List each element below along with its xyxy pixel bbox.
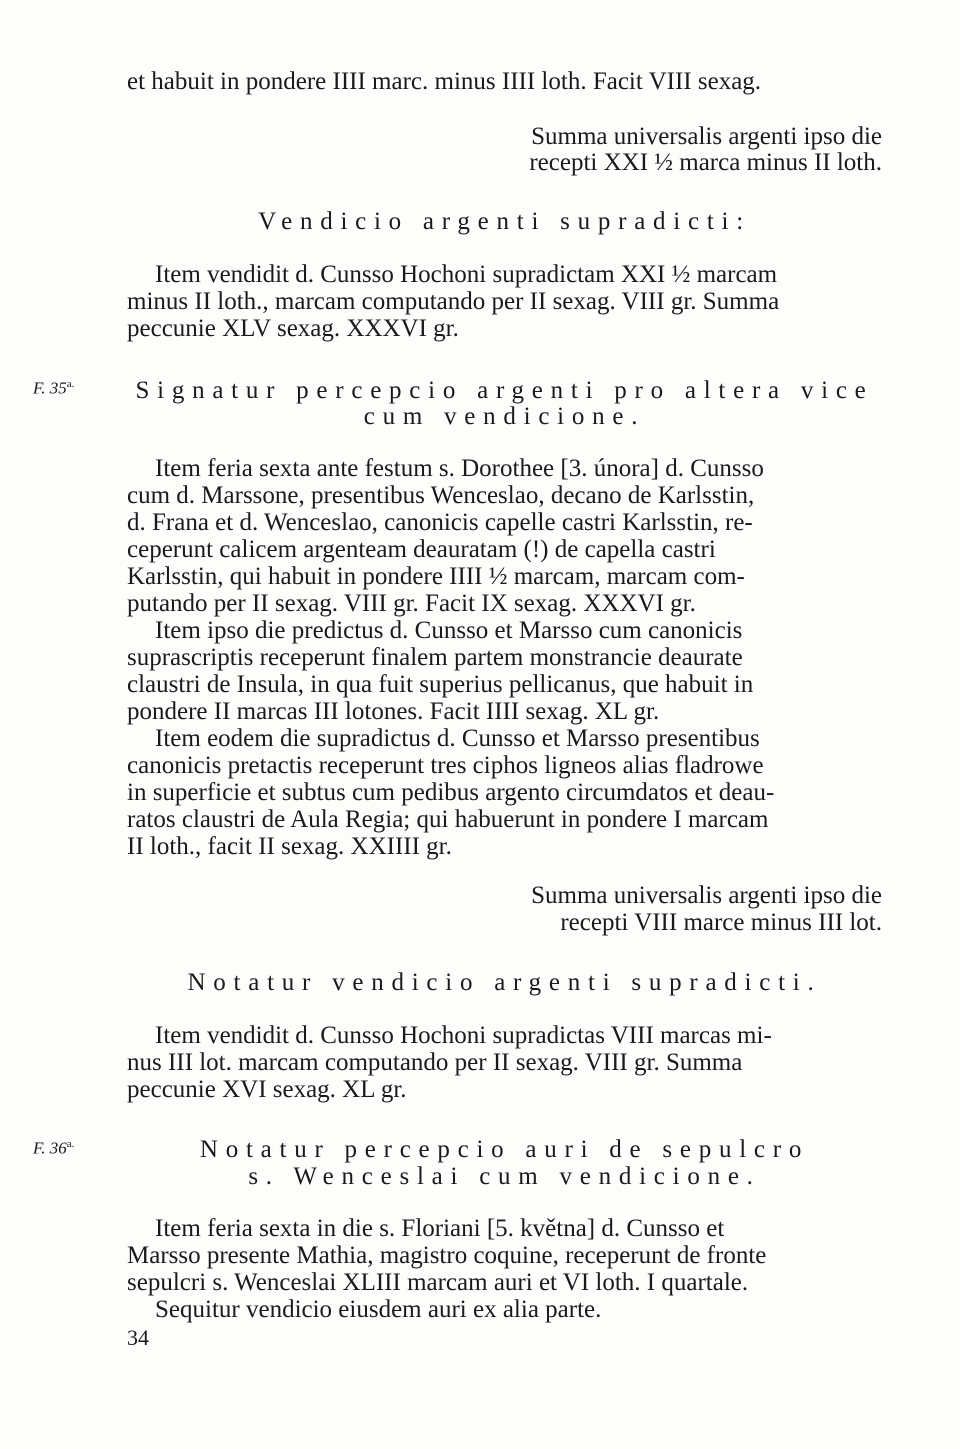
text-line: Sequitur vendicio eiusdem auri ex alia parte. <box>155 1296 602 1323</box>
text-line: Item feria sexta in die s. Floriani [5. května] d. Cunsso et <box>155 1215 725 1242</box>
summa-line: recepti VIII marce minus III lot. <box>560 909 882 936</box>
text-line: Item feria sexta ante festum s. Dorothee [3. února] d. Cunsso <box>155 455 764 482</box>
text-line: Item ipso die predictus d. Cunsso et Marsso cum canonicis <box>155 617 743 644</box>
text-line: ceperunt calicem argenteam deauratam (!) de capella castri <box>127 536 716 563</box>
folio-margin-note: F. $35^{a.}$ <box>33 378 75 398</box>
page-number: 34 <box>127 1325 149 1350</box>
text-line: et habuit in pondere IIII marc. minus IIII loth. Facit VIII sexag. <box>127 68 762 95</box>
text-line: minus II loth., marcam computando per II sexag. VIII gr. Summa <box>127 288 780 315</box>
text-line: putando per II sexag. VIII gr. Facit IX sexag. XXXVI gr. <box>127 590 696 617</box>
section-heading: Notatur vendicio argenti supradicti. <box>187 969 822 996</box>
text-line: cum d. Marssone, presentibus Wenceslao, decano de Karlsstin, <box>127 482 755 509</box>
summa-line: recepti XXI ½ marca minus II loth. <box>529 149 882 176</box>
section-heading: Notatur percepcio auri de sepulcro <box>199 1136 810 1163</box>
folio-margin-note: F. $36^{a.}$ <box>33 1138 75 1158</box>
text-line: Item eodem die supradictus d. Cunsso et Marsso presentibus <box>155 725 760 752</box>
text-line: Item vendidit d. Cunsso Hochoni supradictam XXI ½ marcam <box>155 261 778 288</box>
text-line: pondere II marcas III lotones. Facit IIII sexag. XL gr. <box>127 698 660 725</box>
text-line: Marsso presente Mathia, magistro coquine, receperunt de fronte <box>127 1242 767 1269</box>
section-heading: cum vendicione. <box>363 403 646 430</box>
text-line: sepulcri s. Wenceslai XLIII marcam auri et VI loth. I quartale. <box>127 1269 749 1296</box>
text-line: Karlsstin, qui habuit in pondere IIII ½ marcam, marcam com- <box>127 563 745 590</box>
text-line: suprascriptis receperunt finalem partem monstrancie deaurate <box>127 644 743 671</box>
text-line: claustri de Insula, in qua fuit superius pellicanus, que habuit in <box>127 671 754 698</box>
section-heading: Signatur percepcio argenti pro altera vice <box>135 377 874 404</box>
text-line: II loth., facit II sexag. XXIIII gr. <box>127 833 452 860</box>
text-line: d. Frana et d. Wenceslao, canonicis capelle castri Karlsstin, re- <box>127 509 753 536</box>
summa-line: Summa universalis argenti ipso die <box>531 882 882 909</box>
text-line: canonicis pretactis receperunt tres ciphos ligneos alias fladrowe <box>127 752 764 779</box>
text-line: nus III lot. marcam computando per II sexag. VIII gr. Summa <box>127 1049 743 1076</box>
text-line: ratos claustri de Aula Regia; qui habuerunt in pondere I marcam <box>127 806 769 833</box>
text-line: in superficie et subtus cum pedibus argento circumdatos et deau- <box>127 779 775 806</box>
text-line: peccunie XLV sexag. XXXVI gr. <box>127 315 459 342</box>
summa-line: Summa universalis argenti ipso die <box>531 123 882 150</box>
text-line: peccunie XVI sexag. XL gr. <box>127 1076 407 1103</box>
text-line: Item vendidit d. Cunsso Hochoni supradictas VIII marcas mi- <box>155 1022 772 1049</box>
section-heading: s. Wenceslai cum vendicione. <box>248 1163 761 1190</box>
section-heading: Vendicio argenti supradicti: <box>258 208 751 235</box>
